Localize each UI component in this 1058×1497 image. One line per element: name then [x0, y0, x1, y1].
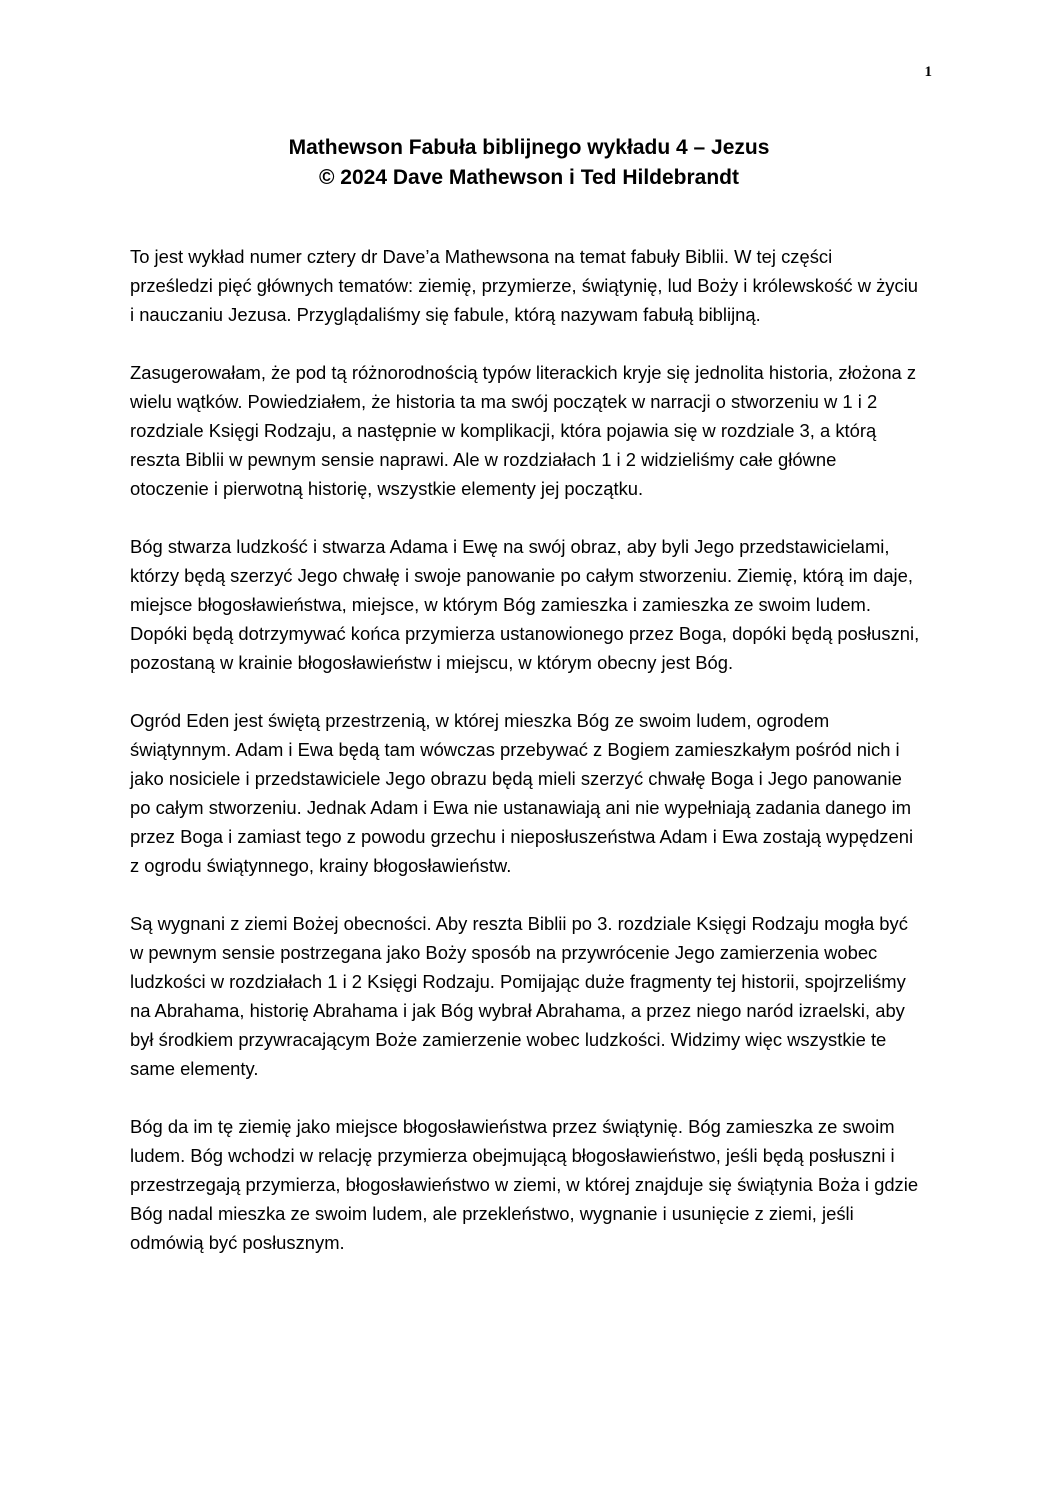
- paragraph-4: Ogród Eden jest świętą przestrzenią, w której mieszka Bóg ze swoim ludem, ogrodem świątynnym. Adam i Ewa będą tam wówczas przebywać z Bogiem zamieszkałym pośród nich i jako nosiciele i przedstawiciele Jego obrazu będą mieli szerzyć chwałę Boga i Jego panowanie po całym stworzeniu. Jednak Adam i Ewa nie ustanawiają ani nie wypełniają zadania danego im przez Boga i zamiast tego z powodu grzechu i nieposłuszeństwa Adam i Ewa zostają wypędzeni z ogrodu świątynnego, krainy błogosławieństw.: [130, 710, 914, 876]
- paragraph-6: Bóg da im tę ziemię jako miejsce błogosławieństwa przez świątynię. Bóg zamieszka ze swoim ludem. Bóg wchodzi w relację przymierza obejmującą błogosławieństwo, jeśli będą posłuszni i przestrzegają przymierza, błogosławieństwo w ziemi, w której znajduje się świątynia Boża i gdzie Bóg nadal mieszka ze swoim ludem, ale przekleństwo, wygnanie i usunięcie z ziemi, jeśli odmówią być posłusznym.: [130, 1116, 919, 1253]
- paragraph-2: Zasugerowałam, że pod tą różnorodnością typów literackich kryje się jednolita historia, złożona z wielu wątków. Powiedziałem, że historia ta ma swój początek w narracji o stworzeniu w 1 i 2 rozdziale Księgi Rodzaju, a następnie w komplikacji, która pojawia się w rozdziale 3, a którą reszta Biblii w pewnym sensie naprawi. Ale w rozdziałach 1 i 2 widzieliśmy całe główne otoczenie i pierwotną historię, wszystkie elementy jej początku.: [130, 362, 917, 499]
- paragraph-3: Bóg stwarza ludzkość i stwarza Adama i Ewę na swój obraz, aby byli Jego przedstawicielami, którzy będą szerzyć Jego chwałę i swoje panowanie po całym stworzeniu. Ziemię, którą im daje, miejsce błogosławieństwa, miejsce, w którym Bóg zamieszka i zamieszka ze swoim ludem. Dopóki będą dotrzymywać końca przymierza ustanowionego przez Boga, dopóki będą posłuszni, pozostaną w krainie błogosławieństw i miejscu, w którym obecny jest Bóg.: [130, 536, 920, 673]
- document-title: [0, 133, 1058, 193]
- document-body: [130, 242, 920, 1286]
- paragraph-5: Są wygnani z ziemi Bożej obecności. Aby reszta Biblii po 3. rozdziale Księgi Rodzaju mogła być w pewnym sensie postrzegana jako Boży sposób na przywrócenie Jego zamierzenia wobec ludzkości w rozdziałach 1 i 2 Księgi Rodzaju. Pomijając duże fragmenty tej historii, spojrzeliśmy na Abrahama, historię Abrahama i jak Bóg wybrał Abrahama, a przez niego naród izraelski, aby był środkiem przywracającym Boże zamierzenie wobec ludzkości. Widzimy więc wszystkie te same elementy.: [130, 913, 908, 1079]
- paragraph-1: To jest wykład numer cztery dr Dave’a Mathewsona na temat fabuły Biblii. W tej części prześledzi pięć głównych tematów: ziemię, przymierze, świątynię, lud Boży i królewskość w życiu i nauczaniu Jezusa. Przyglądaliśmy się fabule, którą nazywam fabułą biblijną.: [130, 246, 919, 325]
- title-line-2: © 2024 Dave Mathewson i Ted Hildebrandt: [318, 166, 740, 189]
- page-number: 1: [924, 64, 932, 80]
- title-line-1: Mathewson Fabuła biblijnego wykładu 4 – Jezus: [288, 136, 770, 159]
